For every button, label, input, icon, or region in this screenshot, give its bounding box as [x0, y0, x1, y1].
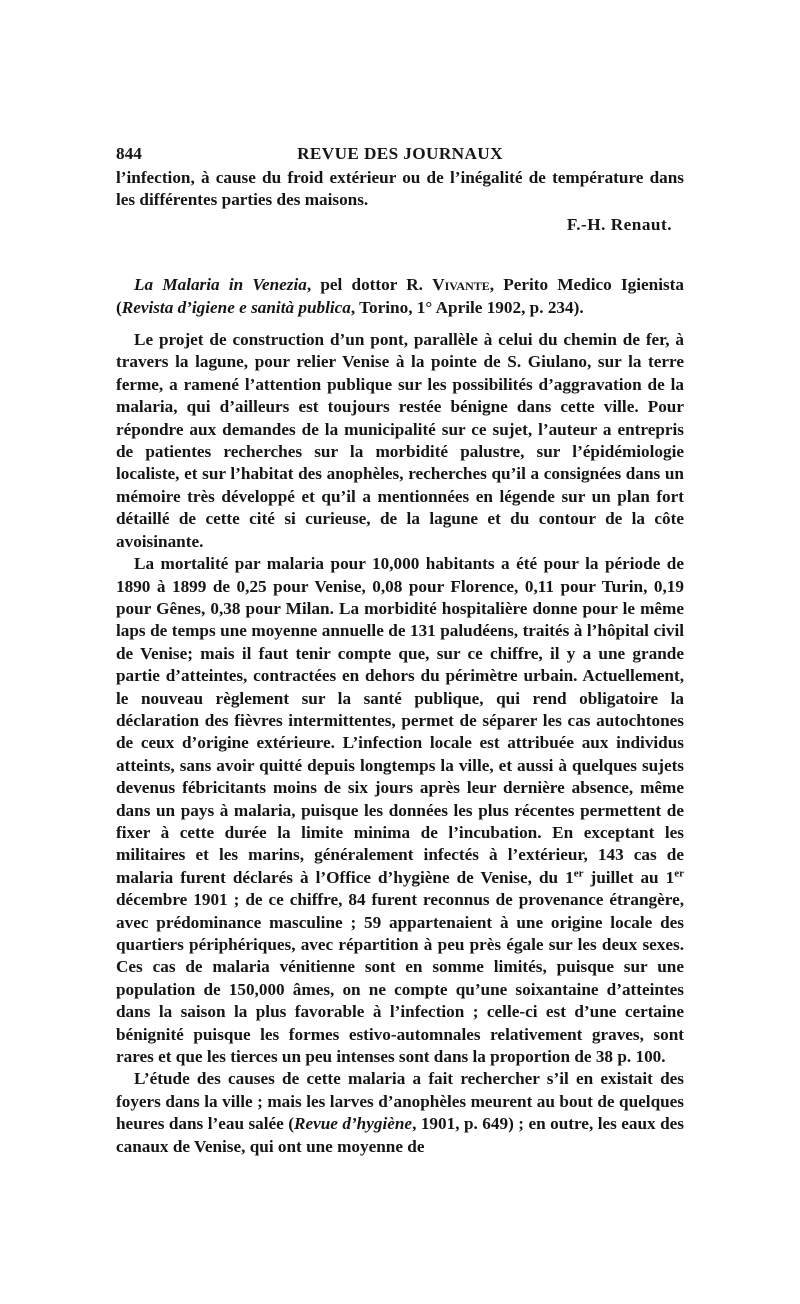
- author-name: Vivante: [432, 275, 490, 295]
- continuation-paragraph: l’infection, à cause du froid extérieur ou de l’inégalité de température dans les différentes parties des maisons.: [116, 168, 684, 210]
- paragraph-2: [116, 553, 684, 1068]
- paragraph-2-part-c: décembre 1901 ; de ce chiffre, 84 furent reconnus de provenance étrangère, avec prédominance masculine ; 59 appartenaient à une origine locale des quartiers périphériques, avec répartition à peu près égale sur les deux sexes. Ces cas de malaria vénitienne sont en somme limités, puisque sur une population de 150,000 âmes, on ne compte qu’une soixantaine d’atteintes dans la saison la plus favorable à l’infection ; celle-ci est d’une certaine bénignité puisque les formes estivo-automnales relativement graves, sont rares et que les tierces un peu intenses sont dans la proportion de 38 p. 100.: [116, 890, 684, 1067]
- author-role: , Perito Medico Igienista (: [116, 275, 684, 317]
- section-gap: [116, 236, 684, 274]
- paragraph-3-part-b: , 1901, p. 649) ; en outre, les eaux des canaux de Venise, qui ont une moyenne de: [116, 1114, 684, 1156]
- journal-page: [116, 143, 684, 1158]
- citation-intro: , pel dottor R.: [306, 275, 433, 295]
- paragraph-1: Le projet de construction d’un pont, parallèle à celui du chemin de fer, à travers la lagune, pour relier Venise à la pointe de S. Giulano, sur la terre ferme, a ramené l’attention publique sur les possibilités d’aggravation de la malaria, qui d’ailleurs est toujours restée bénigne dans cette ville. Pour répondre aux demandes de la municipalité sur ce sujet, l’auteur a entrepris de patientes recherches sur la morbidité palustre, sur l’épidémiologie localiste, et sur l’habitat des anophèles, recherches qu’il a consignées dans un mémoire très développé et qu’il a mentionnées en légende sur un plan fort détaillé de cette cité si curieuse, de la lagune et du contour de la côte avoisinante.: [116, 330, 684, 551]
- superscript-er-2: er: [674, 867, 684, 880]
- citation-ref: , Torino, 1° Aprile 1902, p. 234).: [350, 297, 584, 317]
- article-citation: [116, 274, 684, 319]
- superscript-er-1: er: [573, 867, 584, 880]
- paragraph-3-part-a: L’étude des causes de cette malaria a fait rechercher s’il en existait des foyers dans la ville ; mais les larves d’anophèles meurent au bout de quelques heures dans l’eau salée (: [116, 1069, 684, 1134]
- signature-text: F.-H. Renaut.: [566, 214, 672, 234]
- paragraph-3: [116, 1068, 684, 1158]
- article-title: La Malaria in Venezia: [134, 275, 307, 295]
- paragraph-3-journal-ref: Revue d’hygiène: [293, 1114, 413, 1134]
- page-header: [116, 143, 684, 167]
- running-title: REVUE DES JOURNAUX: [297, 144, 503, 163]
- signature: [116, 214, 684, 236]
- page-number: 844: [116, 144, 142, 163]
- paragraph-2-part-b: juillet au 1: [583, 867, 675, 887]
- paragraph-2-part-a: La mortalité par malaria pour 10,000 habitants a été pour la période de 1890 à 1899 de 0,25 pour Venise, 0,08 pour Florence, 0,11 pour Turin, 0,19 pour Gênes, 0,38 pour Milan. La morbidité hospitalière donne pour le même laps de temps une moyenne annuelle de 131 paludéens, traités à l’hôpital civil de Venise; mais il faut tenir compte que, sur ce chiffre, il y a une grande partie d’atteintes, contractées en dehors du périmètre urbain. Actuellement, le nouveau règlement sur la santé publique, qui rend obligatoire la déclaration des fièvres intermittentes, permet de séparer les cas autochtones de ceux d’origine extérieure. L’infection locale est attribuée aux individus atteints, sans avoir quitté depuis longtemps la ville, et aussi à quelques sujets devenus fébricitants moins de six jours après leur dernière absence, même dans un pays à malaria, puisque les données les plus récentes permettent de fixer à cette durée la limite minima de l’incubation. En exceptant les militaires et les marins, généralement infectés à l’extérieur, 143 cas de malaria furent déclarés à l’Office d’hygiène de Venise, du 1: [116, 554, 684, 887]
- journal-name: Revista d’igiene e sanità publica: [121, 297, 351, 317]
